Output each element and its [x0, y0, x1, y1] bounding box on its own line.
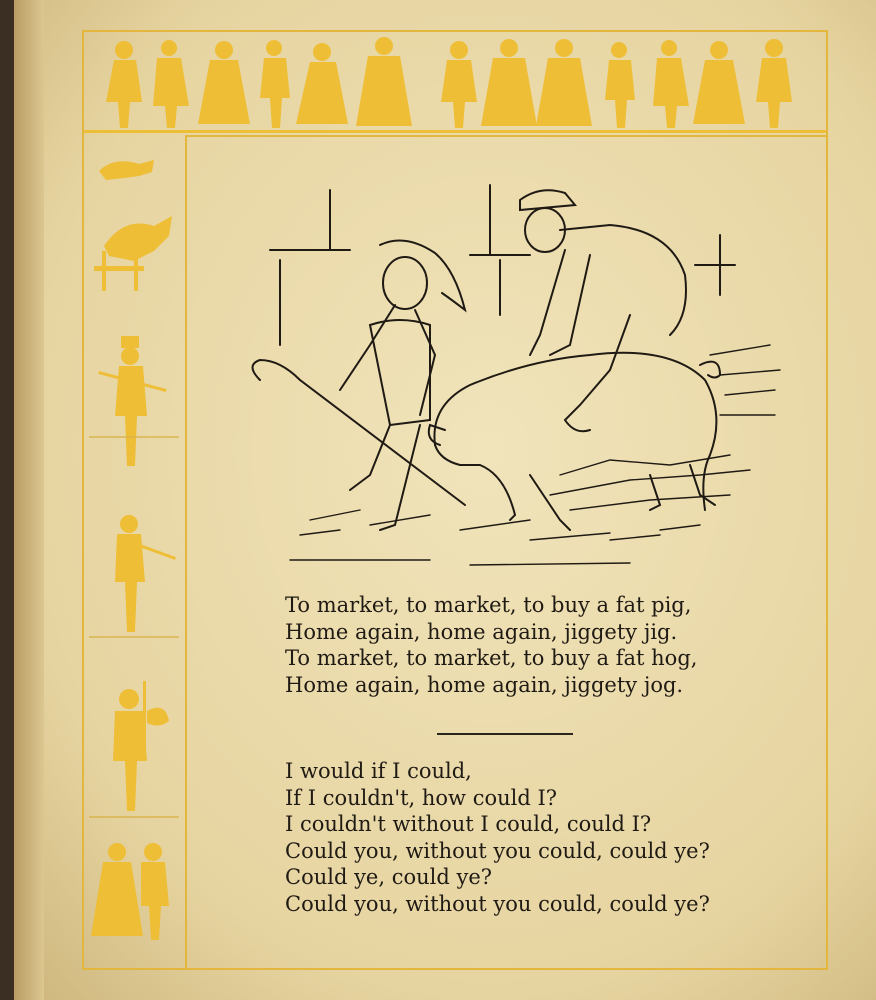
- silhouette-figure: [356, 37, 412, 126]
- section-divider: [437, 733, 573, 735]
- man-riding-pig-illustration: [230, 175, 790, 575]
- man-rider: [520, 190, 686, 431]
- boy-with-cane: [253, 241, 466, 531]
- silhouette-figure: [153, 40, 189, 128]
- pig: [429, 353, 720, 530]
- silhouette-figure: [605, 42, 635, 128]
- verse-line: Home again, home again, jiggety jog.: [285, 672, 684, 697]
- verse-line: To market, to market, to buy a fat hog,: [285, 646, 698, 670]
- silhouette-figure: [198, 41, 250, 124]
- silhouette-flute-player: [115, 515, 176, 632]
- verse-line: Home again, home again, jiggety jig.: [285, 619, 678, 644]
- verse-line: I couldn't without I could, could I?: [285, 812, 652, 836]
- verse-line: Could you, without you could, could ye?: [285, 838, 710, 863]
- verse-line: To market, to market, to buy a fat pig,: [285, 593, 692, 617]
- silhouette-figure: [106, 41, 142, 128]
- verse-line: If I couldn't, how could I?: [285, 785, 558, 810]
- silhouette-figure: [296, 43, 348, 124]
- silhouette-procession-side: [84, 136, 186, 968]
- verse-i-would-if-i-could: [285, 758, 710, 917]
- silhouette-figure: [481, 39, 537, 126]
- verse-line: I would if I could,: [285, 759, 472, 783]
- page-spine-edge: [14, 0, 44, 1000]
- silhouette-procession-top: [84, 32, 826, 136]
- silhouette-figure: [260, 40, 290, 128]
- silhouette-figure: [756, 39, 792, 128]
- silhouette-figure: [653, 40, 689, 128]
- silhouette-figure: [441, 41, 477, 128]
- verse-to-market: [285, 592, 697, 698]
- verse-line: Could ye, could ye?: [285, 865, 493, 889]
- silhouette-figure: [693, 41, 745, 124]
- verse-line: Could you, without you could, could ye?: [285, 891, 710, 916]
- silhouette-dog: [99, 160, 154, 180]
- silhouette-figure: [536, 39, 592, 126]
- silhouette-traveller: [98, 336, 166, 466]
- silhouette-fox: [94, 216, 172, 291]
- silhouette-couple: [91, 843, 169, 940]
- silhouette-hunter: [113, 681, 169, 811]
